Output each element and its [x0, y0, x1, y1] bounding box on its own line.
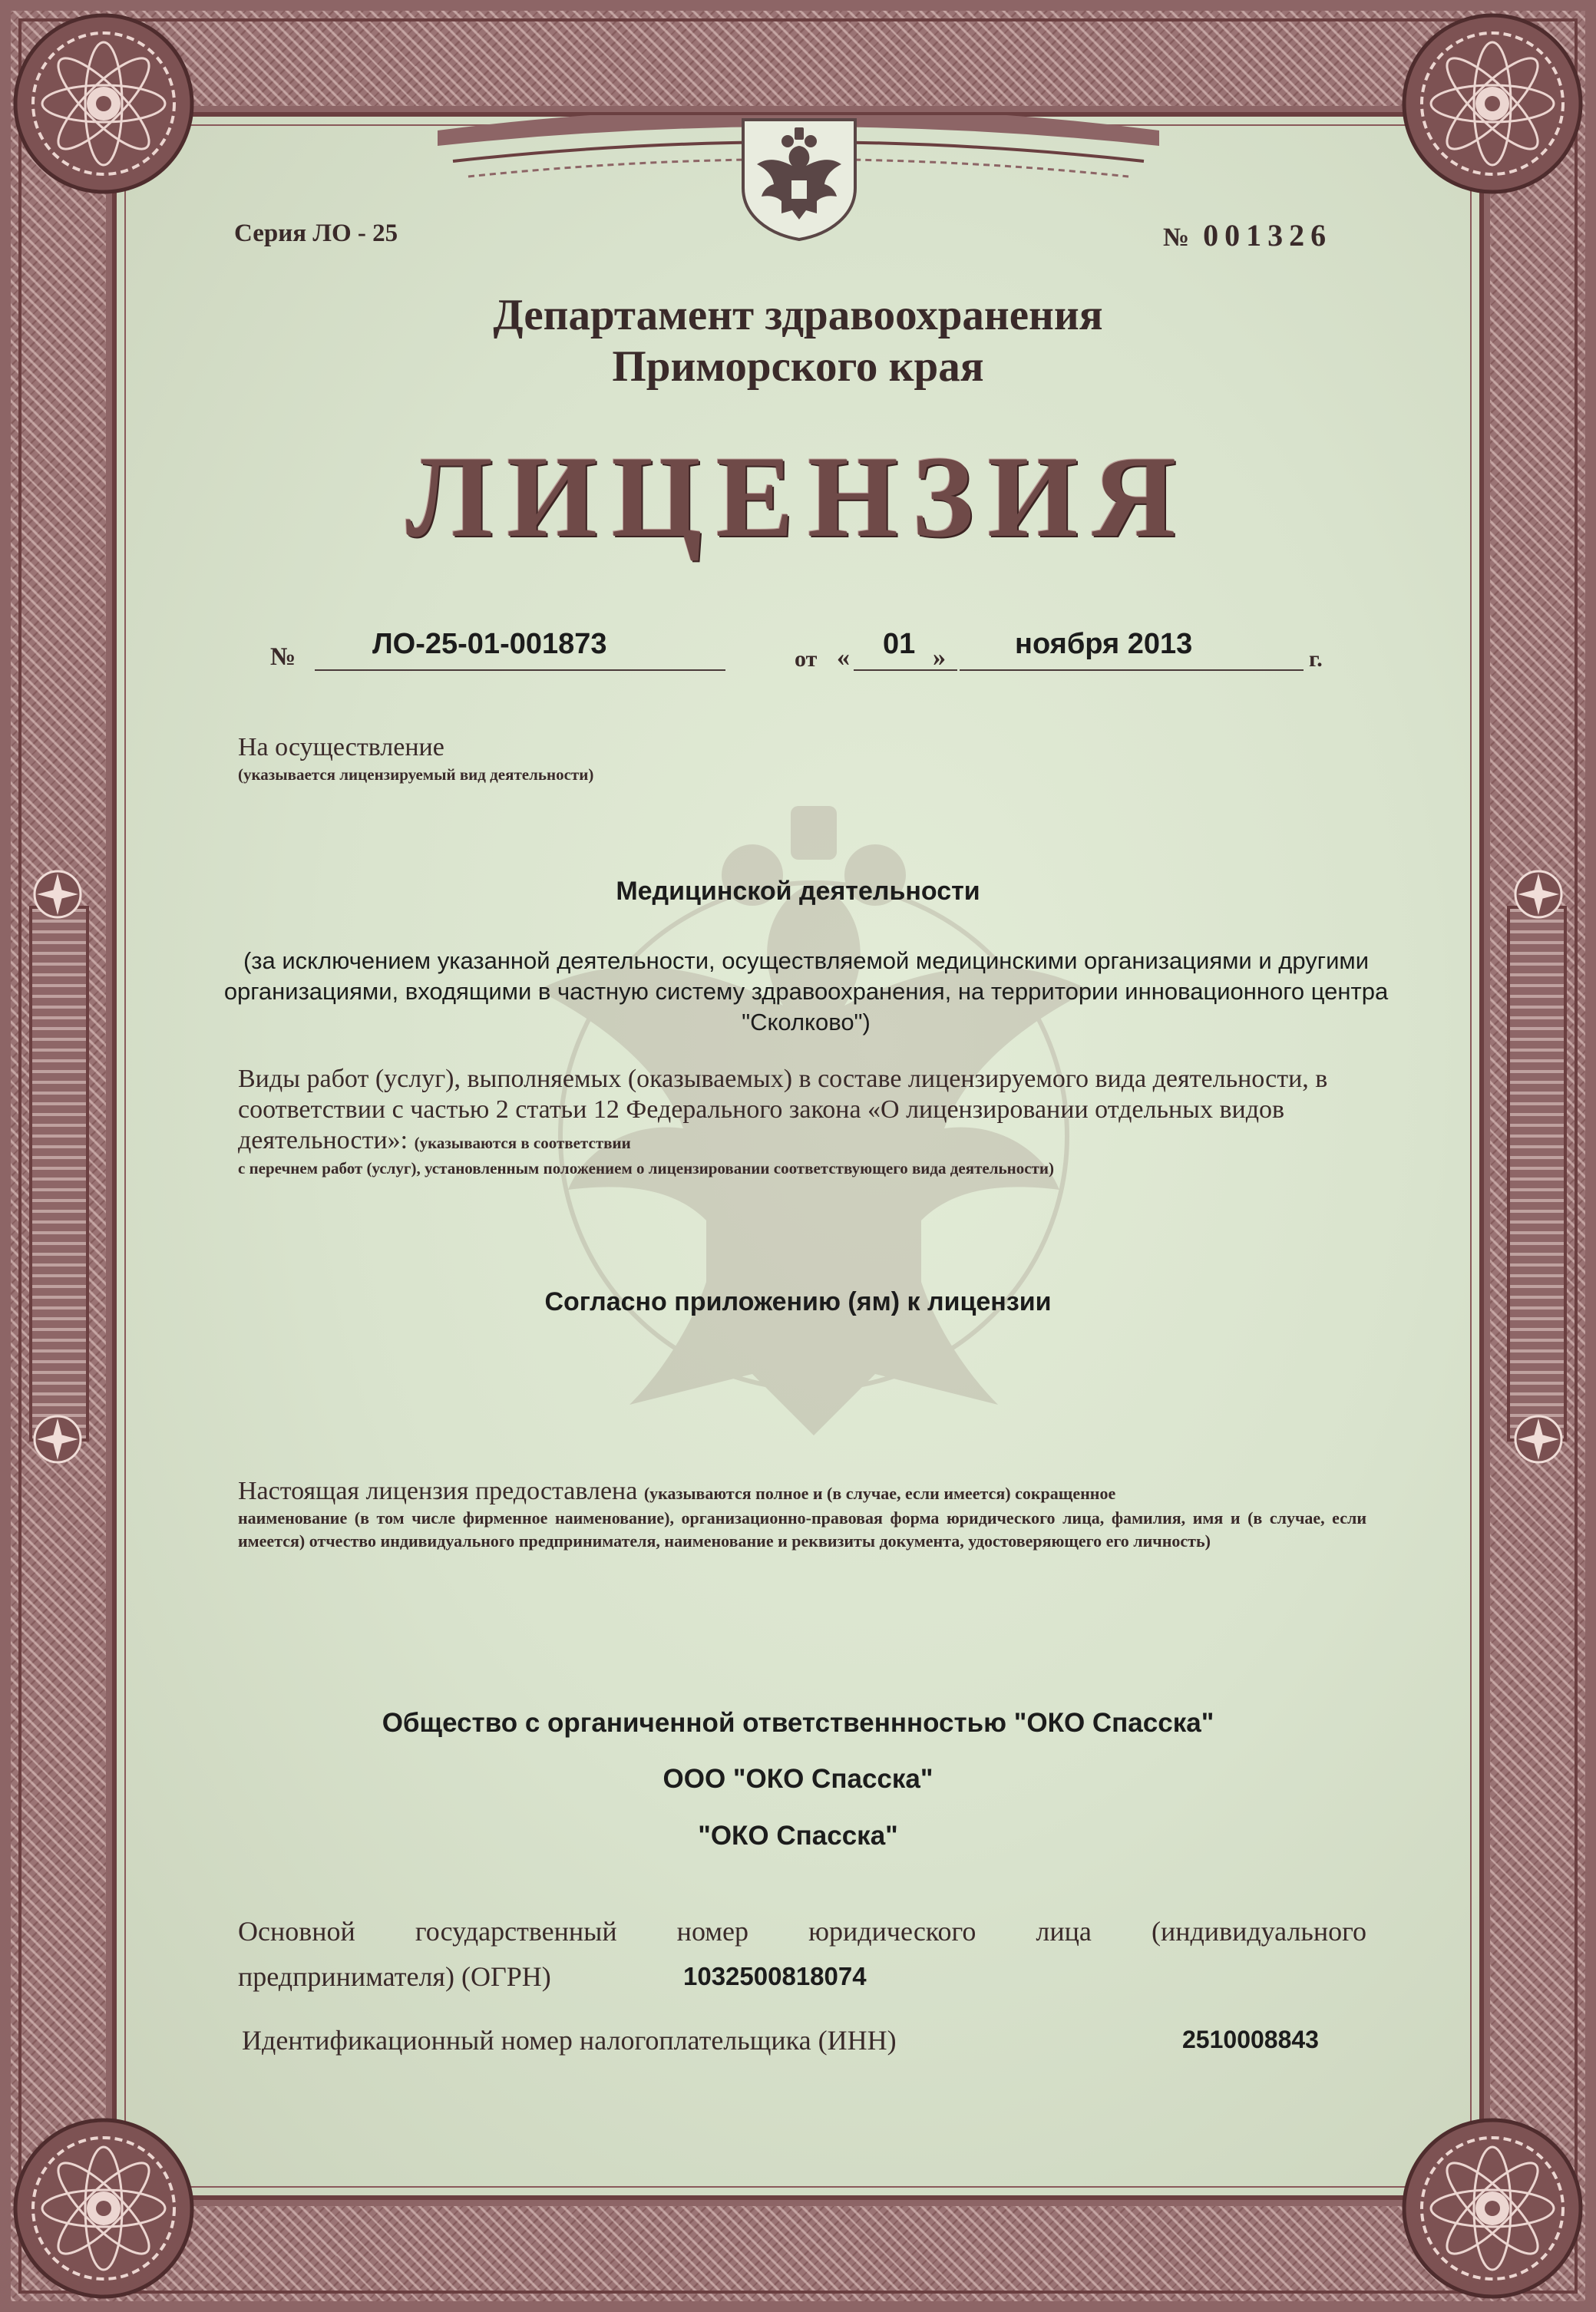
form-number — [1163, 217, 1332, 253]
date-close-quote: » — [933, 643, 946, 672]
implementation-hint: (указывается лицензируемый вид деятельности) — [238, 765, 594, 784]
works-value: Согласно приложению (ям) к лицензии — [544, 1287, 1052, 1316]
works-hint: с перечнем работ (услуг), установленным положением о лицензировании соответствующего вида деятельности) — [238, 1159, 1054, 1177]
coat-of-arms-icon — [739, 115, 860, 242]
year-suffix: г. — [1309, 646, 1323, 672]
ogrn-label-line1: Основной государственный номер юридического лица (индивидуального — [238, 1916, 1366, 1947]
organization-short-name: ООО "ОКО Спасска" — [663, 1764, 933, 1794]
license-number: ЛО-25-01-001873 — [372, 628, 607, 660]
activity-exception: (за исключением указанной деятельности, осуществляемой медицинскими организациями и другими организациями, входящими в частную систему здравоохранения, на территории инновационного центра "Сколково") — [223, 947, 1389, 1035]
document-title: ЛИЦЕНЗИЯ — [405, 432, 1191, 561]
implementation-label: На осуществление — [238, 733, 444, 761]
form-number-value: 001326 — [1203, 218, 1333, 253]
works-hint-inline: (указываются в соответствии — [414, 1134, 631, 1152]
organization-brand-name: "ОКО Спасска" — [698, 1821, 898, 1851]
inn-label: Идентификационный номер налогоплательщика (ИНН) — [242, 2025, 897, 2056]
granted-hint-inline: (указываются полное и (в случае, если имеется) сокращенное — [643, 1484, 1116, 1503]
works-description — [238, 1064, 1366, 1156]
number-sign: № — [1163, 223, 1190, 252]
ogrn-value: 1032500818074 — [683, 1962, 867, 1990]
side-panel-right — [1507, 906, 1567, 1442]
inn-value: 2510008843 — [1182, 2026, 1319, 2053]
license-day: 01 — [883, 628, 916, 660]
corner-rosette-icon — [8, 8, 200, 200]
organization-full-name: Общество с органиченной ответственнностью "ОКО Спасска" — [382, 1708, 1214, 1738]
license-number-underline — [315, 669, 725, 671]
granted-description — [238, 1476, 1366, 1509]
works-text: Виды работ (услуг), выполняемых (оказываемых) в составе лицензируемого вида деятельности, в соответствии с частью 2 статьи 12 Федерального закона «О лицензировании отдельных видов деятельности»: — [238, 1065, 1328, 1154]
ogrn-label-line2: предпринимателя) (ОГРН) — [238, 1961, 551, 1992]
side-rosette-icon — [1512, 1412, 1565, 1466]
license-number-label: № — [270, 643, 296, 671]
license-month-year: ноября 2013 — [1015, 628, 1193, 660]
corner-rosette-icon — [1396, 2112, 1588, 2304]
corner-rosette-icon — [1396, 8, 1588, 200]
department-name-line1: Департамент здравоохранения — [493, 291, 1103, 339]
department-name-line2: Приморского края — [612, 342, 984, 391]
side-rosette-icon — [31, 1412, 84, 1466]
date-from-label: от — [795, 646, 818, 672]
date-open-quote: « — [837, 643, 850, 672]
side-panel-left — [29, 906, 89, 1442]
granted-hint: наименование (в том числе фирменное наименование), организационно-правовая форма юридического лица, фамилия, имя и (в случае, если имеется) отчество индивидуального предпринимателя, наименование и реквизиты документа, удостоверяющего его личность) — [238, 1508, 1366, 1551]
license-month-underline — [960, 669, 1304, 671]
activity-name: Медицинской деятельности — [616, 877, 980, 906]
corner-rosette-icon — [8, 2112, 200, 2304]
granted-text: Настоящая лицензия предоставлена — [238, 1477, 638, 1505]
series-label: Серия ЛО - 25 — [234, 220, 398, 247]
